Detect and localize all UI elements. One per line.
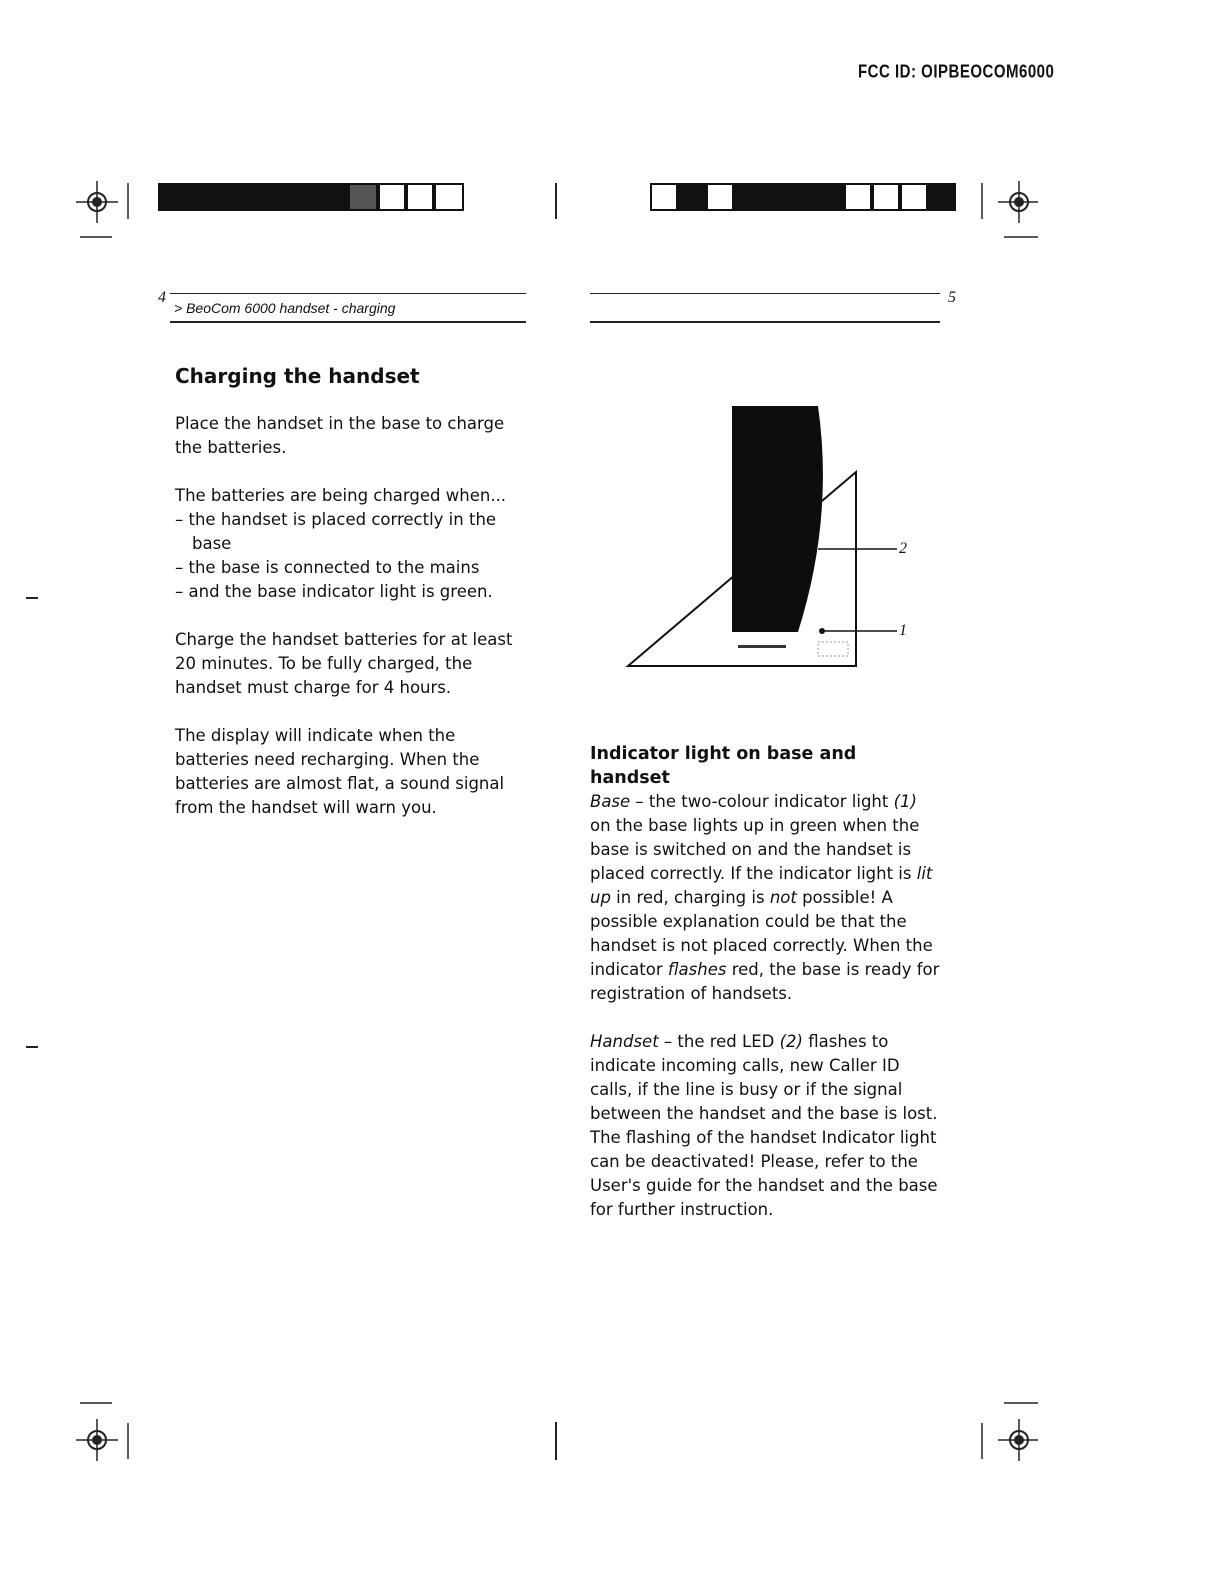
margin-tick <box>26 597 38 599</box>
registration-mark-icon <box>980 175 1044 245</box>
paragraph-recharge-warning: The display will indicate when the batteries need recharging. When the batteries are almost flat, a sound signal from the handset will warn you. <box>175 726 505 817</box>
page-title: Charging the handset <box>175 364 420 388</box>
paragraph-charge-duration: Charge the handset batteries for at least 20 minutes. To be fully charged, the handset must charge for 4 hours. <box>175 630 513 697</box>
density-bar-left <box>158 183 464 211</box>
list-item: – the handset is placed correctly in the base <box>175 510 497 553</box>
margin-tick <box>26 1046 38 1048</box>
paragraph-base-indicator: Base – the two-colour indicator light (1) on the base lights up in green when the base is switched on and the handset is placed correctly. If the indicator light is lit up in red, charging is not possible! A possible explanation could be that the handset is not placed correctly. When the indicator flashes red, the base is ready for registration of handsets. <box>590 792 940 1003</box>
handset-in-base-illustration <box>620 400 920 675</box>
registration-mark-icon <box>70 1395 132 1465</box>
fold-mark <box>555 183 557 219</box>
charging-conditions-list <box>175 508 530 604</box>
callout-1: 1 <box>899 622 907 639</box>
header-rule-bottom <box>170 321 526 323</box>
page-number-right: 5 <box>948 289 956 306</box>
term-base: Base <box>590 792 631 811</box>
paragraph-charged-when: The batteries are being charged when... <box>175 486 507 505</box>
right-column <box>590 742 942 1222</box>
registration-mark-icon <box>70 175 130 245</box>
paragraph-place-handset: Place the handset in the base to charge the batteries. <box>175 414 505 457</box>
paragraph-handset-led: Handset – the red LED (2) flashes to indicate incoming calls, new Caller ID calls, if the line is busy or if the signal between the handset and the base is lost. The flashing of the handset Indicator light can be deactivated! Please, refer to the User's guide for the handset and the base for further instruction. <box>590 1032 938 1219</box>
header-rule-top <box>590 293 940 294</box>
left-column <box>175 364 530 820</box>
term-handset: Handset <box>590 1032 659 1051</box>
section-title: Indicator light on base and handset <box>590 744 857 788</box>
page-number-left: 4 <box>158 289 166 306</box>
registration-mark-icon <box>980 1395 1044 1465</box>
callout-ref-2: (2) <box>779 1032 803 1051</box>
callout-ref-1: (1) <box>893 792 917 811</box>
density-bar-right <box>650 183 956 211</box>
callout-2: 2 <box>899 540 907 557</box>
running-head: > BeoCom 6000 handset - charging <box>174 300 396 316</box>
list-item: – and the base indicator light is green. <box>175 582 493 601</box>
fcc-id: FCC ID: OIPBEOCOM6000 <box>858 62 1055 83</box>
fold-mark <box>555 1422 557 1460</box>
header-rule-bottom <box>590 321 940 323</box>
header-rule-top <box>170 293 526 294</box>
list-item: – the base is connected to the mains <box>175 558 480 577</box>
